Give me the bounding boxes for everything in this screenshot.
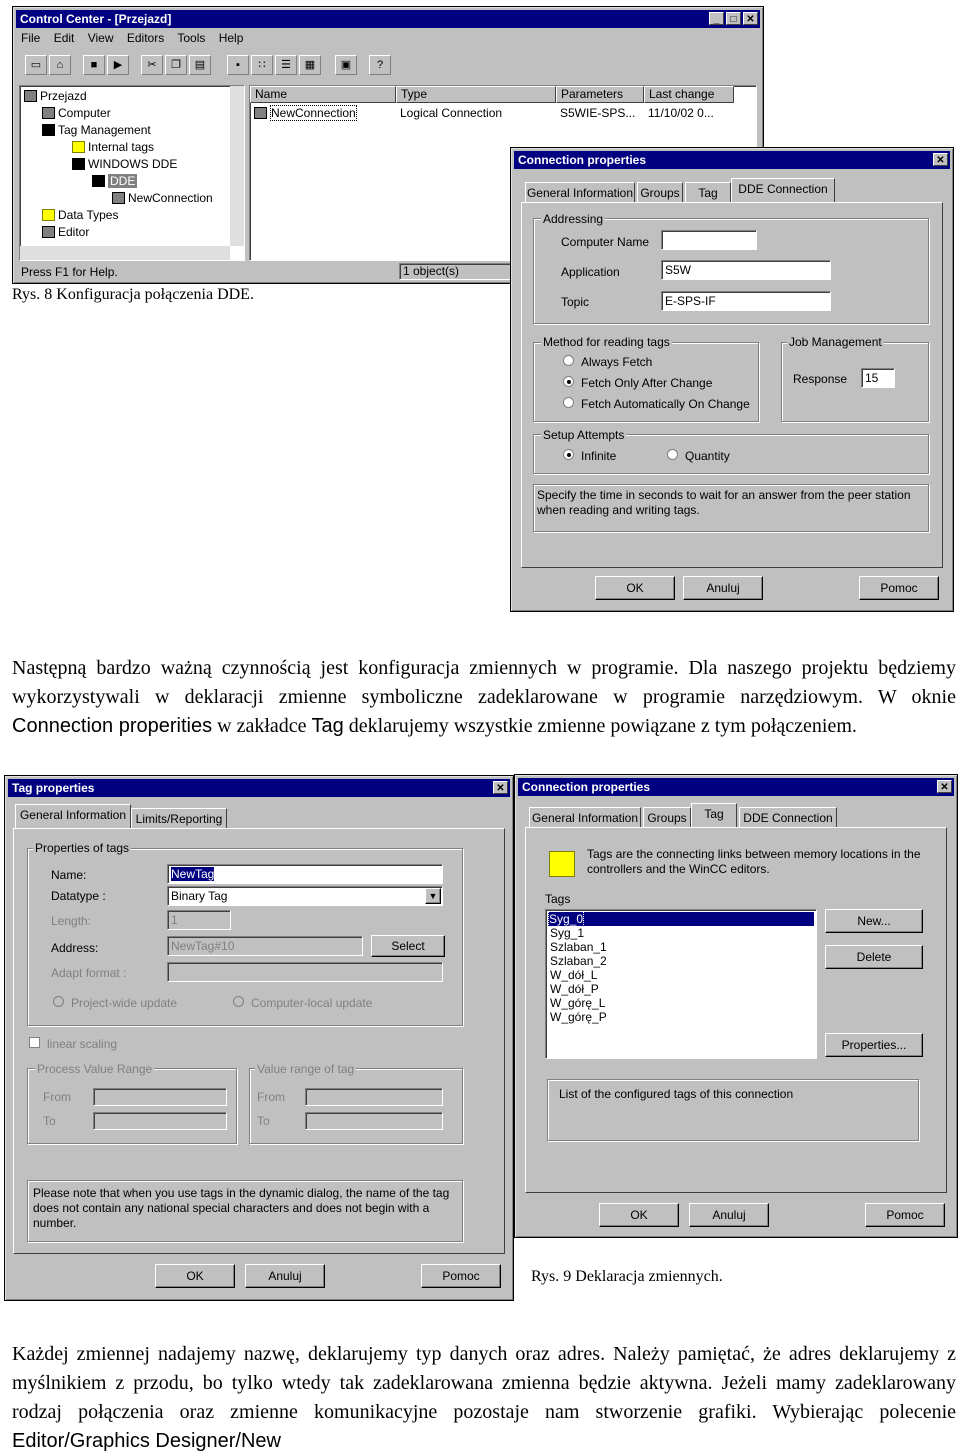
vrt-to-field (305, 1112, 443, 1130)
select-button[interactable]: Select (371, 935, 445, 957)
data-types-icon (42, 209, 55, 221)
application-label: Application (561, 265, 620, 279)
always-fetch-label: Always Fetch (581, 355, 653, 369)
figure-caption-8: Rys. 8 Konfiguracja połączenia DDE. (12, 286, 254, 303)
paste-icon[interactable]: ▤ (189, 55, 211, 75)
open-icon[interactable]: ⌂ (49, 55, 71, 75)
help-button[interactable]: Pomoc (421, 1264, 501, 1288)
list-info-text: List of the configured tags of this connection (559, 1087, 794, 1101)
cp1-title: Connection properties (518, 153, 647, 167)
menu-help[interactable]: Help (218, 31, 244, 45)
tag-list-item[interactable]: Szlaban_2 (550, 954, 607, 968)
linear-scaling-label: linear scaling (47, 1037, 118, 1051)
address-field: NewTag#10 (167, 936, 363, 956)
cut-icon[interactable]: ✂ (141, 55, 163, 75)
stop-icon[interactable]: ■ (83, 55, 105, 75)
close-button[interactable]: ✕ (933, 153, 948, 166)
tab-limits-reporting[interactable]: Limits/Reporting (131, 808, 227, 828)
value-range-label: Value range of tag (257, 1062, 355, 1076)
paragraph-1: Następną bardzo ważną czynnością jest konfiguracja zmiennych w programie. Dla naszego projektu będziemy wykorzystywali w deklaracji zmienne symboliczne zadeklarowane w programie narzędziowym. W oknie Connection properities w zakładce Tag deklarujemy wszystkie zmienne powiązane z tym połączeniem. (12, 657, 956, 737)
cancel-button[interactable]: Anuluj (245, 1264, 325, 1288)
col-last-change[interactable]: Last change (644, 86, 734, 103)
list-cell-last-change: 11/10/02 0... (648, 106, 714, 120)
list-cell-type: Logical Connection (400, 106, 503, 120)
tag-list-item[interactable]: W_dół_L (550, 968, 598, 982)
cp2-titlebar (518, 778, 954, 796)
project-update-label: Project-wide update (71, 996, 178, 1010)
fetch-after-change-radio[interactable] (563, 376, 574, 387)
tag-management-icon (42, 124, 55, 136)
setup-attempts-label: Setup Attempts (543, 428, 625, 442)
tree-hscrollbar[interactable] (20, 246, 230, 260)
name-label: Name: (51, 868, 87, 882)
length-field: 1 (167, 910, 231, 930)
project-update-radio (53, 996, 64, 1007)
connection-icon (254, 107, 267, 119)
pvr-to-label: To (43, 1114, 56, 1128)
address-label: Address: (51, 941, 99, 955)
small-icons-icon[interactable]: ∷ (251, 55, 273, 75)
ok-button[interactable]: OK (155, 1264, 235, 1288)
run-icon[interactable]: ▶ (107, 55, 129, 75)
pvr-from-field (93, 1088, 227, 1106)
tab-general-information[interactable]: General Information (15, 804, 131, 828)
tp-title: Tag properties (12, 781, 95, 795)
computer-icon (42, 107, 55, 119)
tree-vscrollbar[interactable] (230, 86, 244, 246)
tab-general-information[interactable]: General Information (529, 807, 641, 827)
tags-info-text: Tags are the connecting links between memory locations in the controllers and the WinCC editors. (587, 847, 921, 876)
tree-item-windows-dde[interactable]: WINDOWS DDE (72, 156, 177, 172)
tag-list-item[interactable]: W_górę_L (550, 996, 606, 1010)
cancel-button[interactable]: Anuluj (683, 576, 763, 600)
connection-properties-dialog-dde (510, 147, 954, 612)
chevron-down-icon[interactable]: ▼ (425, 888, 441, 904)
tree-item-editor[interactable]: Editor (42, 224, 89, 240)
help-icon[interactable]: ? (369, 55, 391, 75)
col-type[interactable]: Type (396, 86, 556, 103)
tag-list-item[interactable]: Szlaban_1 (550, 940, 607, 954)
tab-groups[interactable]: Groups (643, 807, 691, 827)
connection-properties-dialog-tag (514, 774, 958, 1238)
cc-title: Control Center - [Przejazd] (20, 12, 172, 26)
tp-titlebar (8, 779, 510, 797)
list-row-newconnection[interactable]: NewConnection (254, 106, 357, 120)
status-objects: 1 object(s) (399, 263, 519, 280)
menu-editors[interactable]: Editors (126, 31, 165, 45)
tab-tag[interactable]: Tag (691, 803, 737, 827)
cp2-title: Connection properties (522, 780, 651, 794)
menu-tools[interactable]: Tools (177, 31, 206, 45)
help-button[interactable]: Pomoc (865, 1203, 945, 1227)
status-bar-text: Press F1 for Help. (21, 265, 118, 279)
large-icons-icon[interactable]: ▪ (227, 55, 249, 75)
tab-tag[interactable]: Tag (685, 182, 731, 202)
response-label: Response (793, 372, 848, 386)
tree-item-internal-tags[interactable]: Internal tags (72, 139, 154, 155)
adapt-format-label: Adapt format : (51, 966, 127, 980)
list-cell-parameters: S5WIE-SPS... (560, 106, 636, 120)
editor-icon (42, 226, 55, 238)
minimize-button[interactable]: _ (709, 12, 724, 25)
tag-folder-icon (549, 851, 575, 877)
channel-icon (92, 175, 105, 187)
tab-groups[interactable]: Groups (637, 182, 683, 202)
vrt-to-label: To (257, 1114, 270, 1128)
help-button[interactable]: Pomoc (859, 576, 939, 600)
driver-icon (72, 158, 85, 170)
tab-dde-connection[interactable]: DDE Connection (739, 807, 837, 827)
computer-name-field[interactable] (661, 230, 757, 250)
cc-menubar (21, 31, 243, 45)
connection-icon (112, 192, 125, 204)
value-range-group (249, 1068, 463, 1144)
tree-item-tag-management[interactable]: Tag Management (42, 122, 151, 138)
tree-item-newconnection[interactable]: NewConnection (112, 190, 213, 206)
topic-label: Topic (561, 295, 590, 309)
hint-text: Specify the time in seconds to wait for an answer from the peer station when reading and writing tags. (537, 488, 911, 517)
process-range-label: Process Value Range (37, 1062, 153, 1076)
tab-general-information[interactable]: General Information (525, 182, 635, 202)
tree-item-dde[interactable]: DDE (92, 173, 137, 189)
tree-item-przejazd[interactable]: Przejazd (24, 88, 87, 104)
computer-update-label: Computer-local update (251, 996, 373, 1010)
tag-list-item[interactable]: Syg_1 (550, 926, 585, 940)
computer-name-label: Computer Name (561, 235, 650, 249)
close-button[interactable]: ✕ (937, 780, 952, 793)
tree-item-computer[interactable]: Computer (42, 105, 111, 121)
cc-tree-pane (19, 85, 245, 261)
ok-button[interactable]: OK (599, 1203, 679, 1227)
properties-icon[interactable]: ▣ (335, 55, 357, 75)
response-field[interactable]: 15 (861, 368, 895, 388)
job-management-label: Job Management (789, 335, 882, 349)
pvr-from-label: From (43, 1090, 71, 1104)
list-view-icon[interactable]: ☰ (275, 55, 297, 75)
tags-listbox[interactable] (545, 909, 817, 1059)
fetch-after-change-label: Fetch Only After Change (581, 376, 713, 390)
always-fetch-radio[interactable] (563, 355, 574, 366)
application-field[interactable]: S5W (661, 260, 831, 280)
menu-edit[interactable]: Edit (53, 31, 75, 45)
figure-caption-9: Rys. 9 Deklaracja zmiennych. (531, 1268, 723, 1285)
properties-label: Properties of tags (35, 841, 130, 855)
delete-button[interactable]: Delete (825, 945, 923, 969)
fetch-auto-label: Fetch Automatically On Change (581, 397, 750, 411)
linear-scaling-checkbox[interactable] (29, 1037, 40, 1048)
new-icon[interactable]: ▭ (25, 55, 47, 75)
properties-button[interactable]: Properties... (825, 1033, 923, 1057)
pvr-to-field (93, 1112, 227, 1130)
infinite-radio[interactable] (563, 449, 574, 460)
note-text: Please note that when you use tags in the dynamic dialog, the name of the tag does not contain any national special characters and does not begin with a number. (33, 1186, 450, 1230)
quantity-radio[interactable] (667, 449, 678, 460)
process-range-group (27, 1068, 237, 1144)
tag-list-item[interactable]: W_górę_P (550, 1010, 607, 1024)
name-field[interactable]: NewTag (167, 864, 443, 884)
cc-titlebar (16, 10, 760, 28)
new-button[interactable]: New... (825, 909, 923, 933)
ok-button[interactable]: OK (595, 576, 675, 600)
col-name[interactable]: Name (250, 86, 396, 103)
tag-properties-dialog (4, 775, 514, 1301)
length-label: Length: (51, 914, 92, 928)
paragraph-2: Każdej zmiennej nadajemy nazwę, deklarujemy typ danych oraz adres. Należy pamiętać, że adres deklarujemy z myślnikiem z przodu, bo tylko wtedy tak zadeklarowana zmienna będzie aktywna. Jeżeli mamy zadeklarowany rodzaj połączenia oraz zmienne komunikacyjne pozostaje nam stworzenie grafiki. Wybierając polecenie Editor/Graphics Designer/New (12, 1343, 956, 1452)
close-button[interactable]: ✕ (493, 781, 508, 794)
cancel-button[interactable]: Anuluj (689, 1203, 769, 1227)
tags-label: Tags (545, 892, 571, 906)
menu-file[interactable]: File (21, 31, 41, 45)
close-button[interactable]: ✕ (743, 12, 758, 25)
tab-dde-connection[interactable]: DDE Connection (731, 178, 835, 202)
tree-item-data-types[interactable]: Data Types (42, 207, 118, 223)
col-parameters[interactable]: Parameters (556, 86, 644, 103)
details-view-icon[interactable]: ▦ (299, 55, 321, 75)
menu-view[interactable]: View (87, 31, 114, 45)
maximize-button[interactable]: □ (726, 12, 741, 25)
vrt-from-label: From (257, 1090, 285, 1104)
project-icon (24, 90, 37, 102)
adapt-format-select (167, 962, 443, 982)
datatype-select[interactable]: Binary Tag (167, 886, 443, 906)
addressing-label: Addressing (543, 212, 604, 226)
quantity-label: Quantity (685, 449, 730, 463)
infinite-label: Infinite (581, 449, 617, 463)
topic-field[interactable]: E-SPS-IF (661, 291, 831, 311)
datatype-label: Datatype : (51, 889, 106, 903)
internal-tags-icon (72, 141, 85, 153)
tag-list-item[interactable]: W_dół_P (550, 982, 599, 996)
fetch-auto-radio[interactable] (563, 397, 574, 408)
copy-icon[interactable]: ❐ (165, 55, 187, 75)
cp1-titlebar (514, 151, 950, 169)
computer-update-radio (233, 996, 244, 1007)
tag-list-item[interactable]: Syg_0 (548, 912, 814, 926)
method-label: Method for reading tags (543, 335, 670, 349)
vrt-from-field (305, 1088, 443, 1106)
